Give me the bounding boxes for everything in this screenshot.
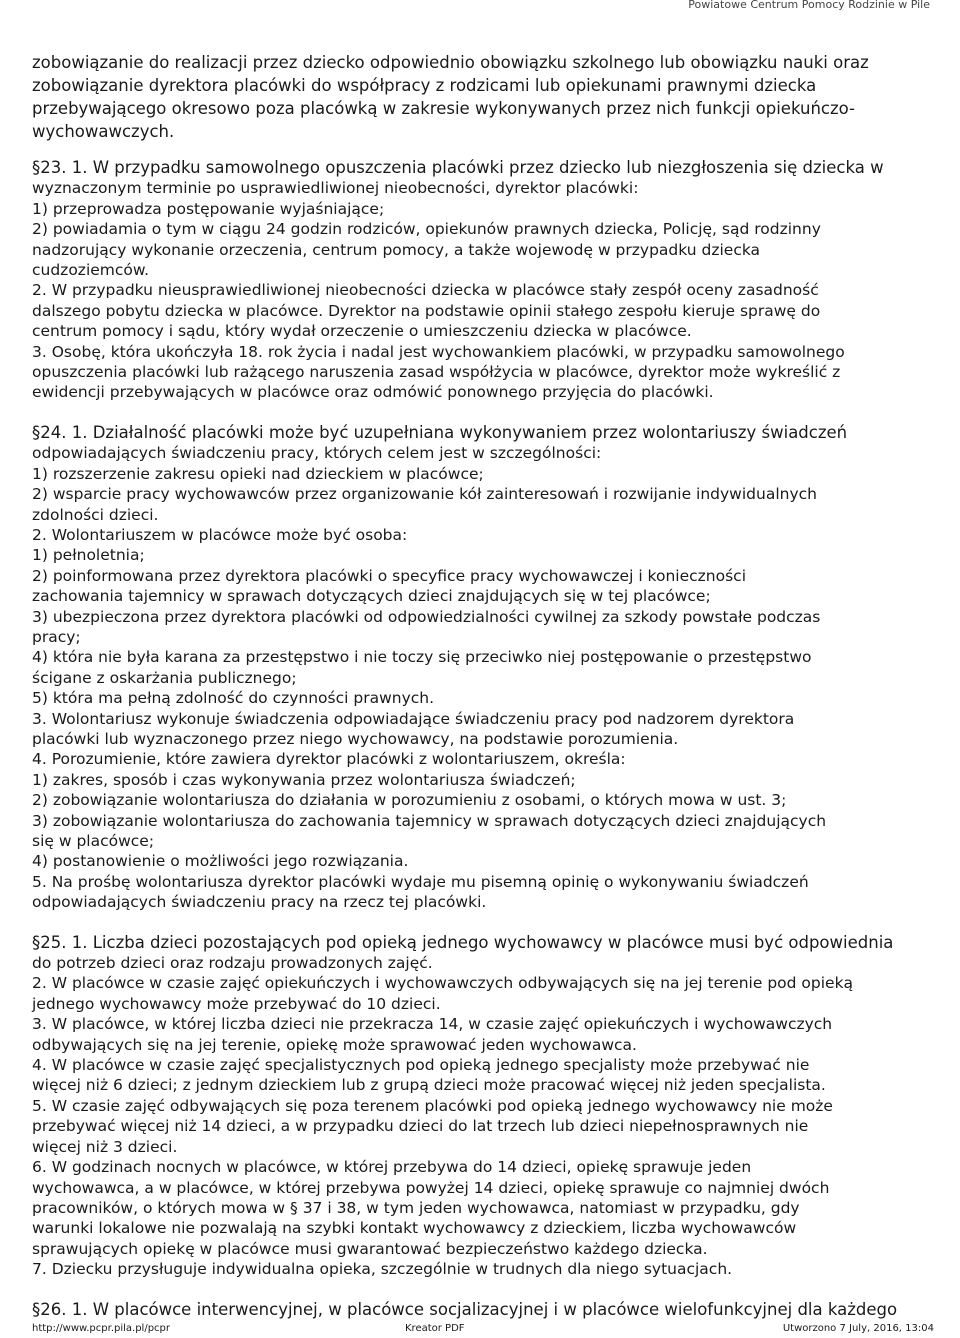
text-line: wychowawca, a w placówce, w której przebywa powyżej 14 dzieci, opiekę sprawuje co najmniej dwóch <box>32 1178 830 1197</box>
text-line: 2) poinformowana przez dyrektora placówki o specyfice pracy wychowawczej i konieczności <box>32 566 746 585</box>
section-23 <box>32 158 932 403</box>
text-line: 4) postanowienie o możliwości jego rozwiązania. <box>32 852 409 871</box>
document-body <box>32 51 932 1320</box>
text-line: sprawujących opiekę w placówce musi gwarantować bezpieczeństwo każdego dziecka. <box>32 1239 708 1258</box>
text-line: 5. Na prośbę wolontariusza dyrektor placówki wydaje mu pisemną opinię o wykonywaniu świadczeń <box>32 872 809 891</box>
text-line: 3. Osobę, która ukończyła 18. rok życia i nadal jest wychowankiem placówki, w przypadku samowolnego <box>32 342 845 361</box>
footer-created-date: Utworzono 7 July, 2016, 13:04 <box>782 1323 934 1334</box>
text-line: 1) zakres, sposób i czas wykonywania przez wolontariusza świadczeń; <box>32 770 576 789</box>
section-heading-line: §24. 1. Działalność placówki może być uzupełniana wykonywaniem przez wolontariuszy świadczeń <box>32 422 848 442</box>
text-line: 5) która ma pełną zdolność do czynności prawnych. <box>32 689 435 708</box>
text-line: jednego wychowawcy może przebywać do 10 dzieci. <box>32 994 441 1013</box>
text-line: warunki lokalowe nie pozwalają na szybki kontakt wychowawcy z dzieckiem, liczba wychowawców <box>32 1219 797 1238</box>
intro-paragraph <box>32 51 932 143</box>
text-line: wychowawczych. <box>32 122 175 141</box>
section-25 <box>32 933 932 1280</box>
text-line: 2. W placówce w czasie zajęć opiekuńczych i wychowawczych odbywających się na jej terenie pod opieką <box>32 974 854 993</box>
text-line: zdolności dzieci. <box>32 505 159 524</box>
text-line: centrum pomocy i sądu, który wydał orzeczenie o umieszczeniu dziecka w placówce. <box>32 322 692 341</box>
text-line: więcej niż 6 dzieci; z jednym dzieckiem lub z grupą dzieci może pracować więcej niż jeden specjalista. <box>32 1076 826 1095</box>
text-line: cudzoziemców. <box>32 261 150 280</box>
text-line: ścigane z oskarżania publicznego; <box>32 668 297 687</box>
section-heading-line: §25. 1. Liczba dzieci pozostających pod opieką jednego wychowawcy w placówce musi być odpowiednia <box>32 932 894 952</box>
page-header <box>0 0 960 15</box>
text-line: 3. Wolontariusz wykonuje świadczenia odpowiadające świadczeniu pracy pod nadzorem dyrektora <box>32 709 795 728</box>
text-line: odpowiadających świadczeniu pracy, których celem jest w szczególności: <box>32 444 602 463</box>
text-line: 6. W godzinach nocnych w placówce, w której przebywa do 14 dzieci, opiekę sprawuje jeden <box>32 1158 752 1177</box>
text-line: opuszczenia placówki lub rażącego naruszenia zasad współżycia w placówce, dyrektor może wykreślić z <box>32 363 841 382</box>
text-line: ewidencji przebywających w placówce oraz odmówić ponownego przyjęcia do placówki. <box>32 383 714 402</box>
text-line: zachowania tajemnicy w sprawach dotyczących dzieci znajdujących się w tej placówce; <box>32 587 711 606</box>
text-line: pracy; <box>32 627 81 646</box>
text-line: 1) przeprowadza postępowanie wyjaśniające; <box>32 199 385 218</box>
text-line: zobowiązanie dyrektora placówki do współpracy z rodzicami lub opiekunami prawnymi dziecka <box>32 76 817 95</box>
text-line: 4. W placówce w czasie zajęć specjalistycznych pod opieką jednego specjalisty może przebywać nie <box>32 1056 810 1075</box>
text-line: 2. W przypadku nieusprawiedliwionej nieobecności dziecka w placówce stały zespół oceny zasadność <box>32 281 819 300</box>
text-line: 3) zobowiązanie wolontariusza do zachowania tajemnicy w sprawach dotyczących dzieci znajdujących <box>32 811 827 830</box>
text-line: więcej niż 3 dzieci. <box>32 1137 178 1156</box>
text-line: placówki lub wyznaczonego przez niego wychowawcy, na podstawie porozumienia. <box>32 729 679 748</box>
page-footer <box>32 1323 934 1337</box>
text-line: odbywających się na jej terenie, opiekę może sprawować jeden wychowawca. <box>32 1035 637 1054</box>
text-line: 1) rozszerzenie zakresu opieki nad dzieckiem w placówce; <box>32 464 484 483</box>
text-line: 1) pełnoletnia; <box>32 546 145 565</box>
text-line: wyznaczonym terminie po usprawiedliwionej nieobecności, dyrektor placówki: <box>32 179 639 198</box>
text-line: przebywającego okresowo poza placówką w zakresie wykonywanych przez nich funkcji opiekuńczo- <box>32 99 855 118</box>
text-line: się w placówce; <box>32 832 155 850</box>
text-line: zobowiązanie do realizacji przez dziecko odpowiednio obowiązku szkolnego lub obowiązku nauki oraz <box>32 53 869 72</box>
text-line: 3) ubezpieczona przez dyrektora placówki od odpowiedzialności cywilnej za szkody powstałe podczas <box>32 607 821 626</box>
section-heading-line: §26. 1. W placówce interwencyjnej, w placówce socjalizacyjnej i w placówce wielofunkcyjnej dla każdego <box>32 1299 898 1319</box>
text-line: 2) powiadamia o tym w ciągu 24 godzin rodziców, opiekunów prawnych dziecka, Policję, sąd rodzinny <box>32 220 821 239</box>
footer-url-link[interactable]: http://www.pcpr.pila.pl/pcpr <box>32 1323 171 1334</box>
text-line: odpowiadających świadczeniu pracy na rzecz tej placówki. <box>32 893 487 912</box>
text-line: 2) zobowiązanie wolontariusza do działania w porozumieniu z osobami, o których mowa w ust. 3; <box>32 791 787 810</box>
footer-creator: Kreator PDF <box>405 1323 465 1334</box>
section-heading-line: §23. 1. W przypadku samowolnego opuszczenia placówki przez dziecko lub niezgłoszenia się dziecka w <box>32 158 884 177</box>
section-24 <box>32 423 932 913</box>
header-title: Powiatowe Centrum Pomocy Rodzinie w Pile <box>688 0 930 11</box>
text-line: 7. Dziecku przysługuje indywidualna opieka, szczególnie w trudnych dla niego sytuacjach. <box>32 1260 733 1279</box>
text-line: pracowników, o których mowa w § 37 i 38, w tym jeden wychowawca, natomiast w przypadku, gdy <box>32 1198 800 1217</box>
section-26 <box>32 1300 932 1320</box>
text-line: 2) wsparcie pracy wychowawców przez organizowanie kół zainteresowań i rozwijanie indywidualnych <box>32 485 817 504</box>
text-line: 4. Porozumienie, które zawiera dyrektor placówki z wolontariuszem, określa: <box>32 750 626 769</box>
text-line: przebywać więcej niż 14 dzieci, a w przypadku dzieci do lat trzech lub dzieci niepełnosprawnych nie <box>32 1117 809 1136</box>
text-line: dalszego pobytu dziecka w placówce. Dyrektor na podstawie opinii stałego zespołu kieruje sprawę do <box>32 301 821 320</box>
text-line: 3. W placówce, w której liczba dzieci nie przekracza 14, w czasie zajęć opiekuńczych i wychowawczych <box>32 1015 833 1034</box>
text-line: nadzorujący wykonanie orzeczenia, centrum pomocy, a także wojewodę w przypadku dziecka <box>32 240 761 259</box>
text-line: 2. Wolontariuszem w placówce może być osoba: <box>32 525 408 544</box>
text-line: 4) która nie była karana za przestępstwo i nie toczy się przeciwko niej postępowanie o przestępstwo <box>32 648 812 667</box>
text-line: do potrzeb dzieci oraz rodzaju prowadzonych zajęć. <box>32 954 433 973</box>
text-line: 5. W czasie zajęć odbywających się poza terenem placówki pod opieką jednego wychowawcy nie może <box>32 1096 833 1115</box>
